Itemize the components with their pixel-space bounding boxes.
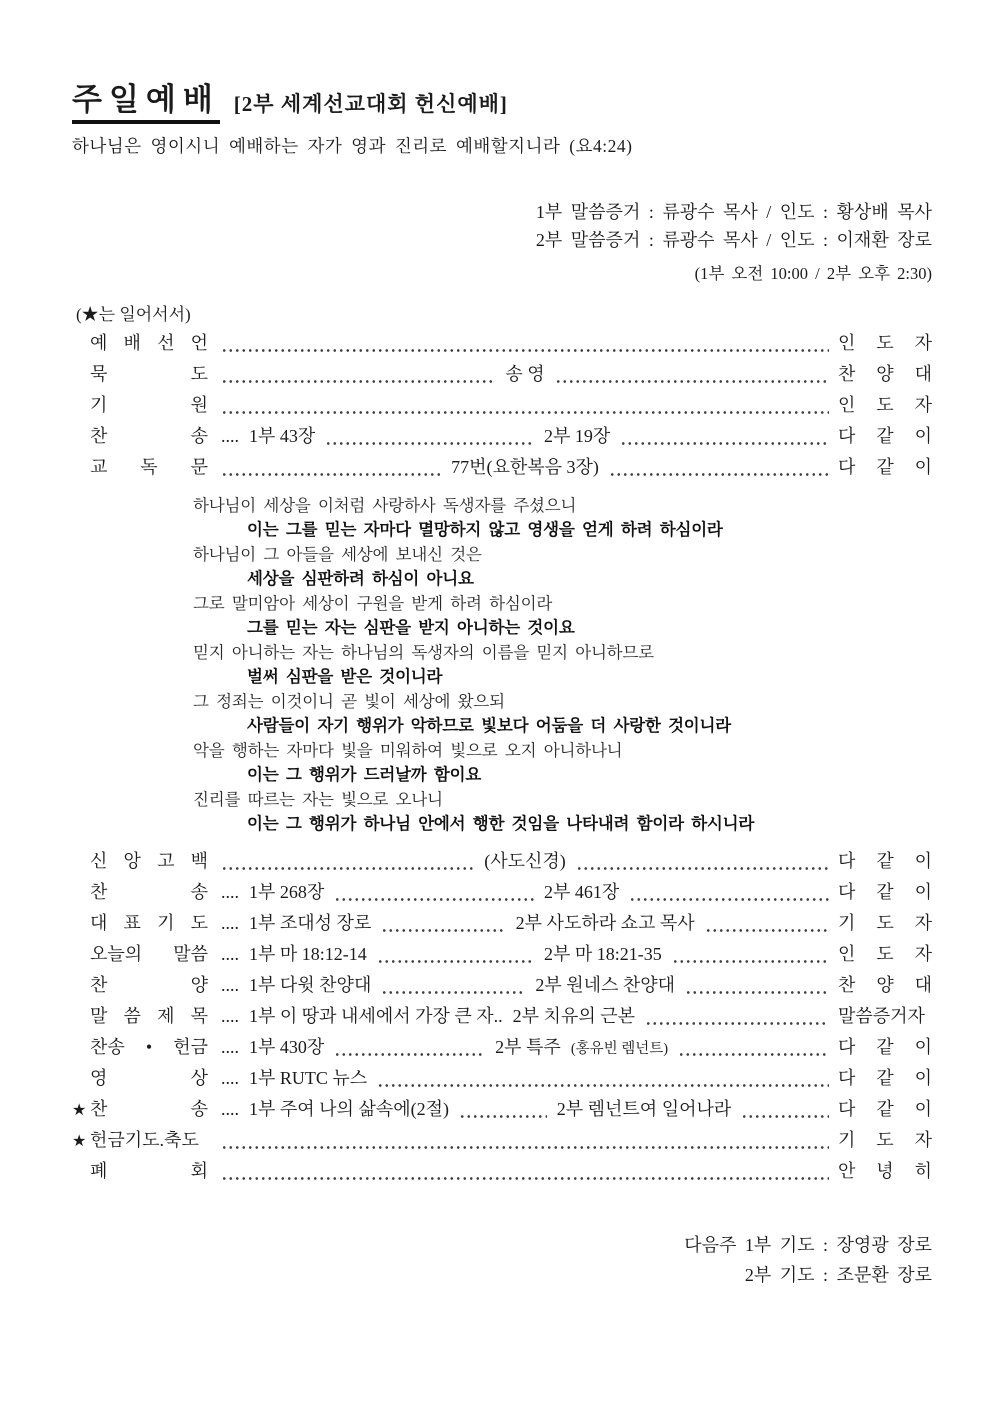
dot-leader [381,923,505,933]
order-row [72,1064,932,1095]
dot-leader [221,467,441,477]
page-title: 주일예배 [72,84,220,124]
order-item-performer: 다 같 이 [838,425,932,446]
order-item-performer: 인 도 자 [838,394,932,415]
dot-leader [221,374,495,384]
order-item-detail: 2부 461장 [544,881,620,902]
dot-leader [221,343,829,353]
order-item-label: 묵 도 [90,363,208,384]
order-item-detail: .... [221,425,239,446]
order-item-detail: 2부 렘넌트여 일어나라 [556,1098,732,1119]
dot-leader [459,1109,547,1119]
order-item-detail: 1부 다윗 찬양대 [249,974,372,995]
order-item-detail: 1부 주여 나의 삶속에(2절) [249,1098,449,1119]
order-item-performer: 찬 양 대 [838,974,933,995]
dot-leader [334,892,534,902]
order-item-label: 찬 송 [90,881,208,902]
order-row [72,940,932,971]
order-item-detail: .... [221,943,239,964]
order-row [72,847,932,878]
order-row [72,909,932,940]
order-item-detail: .... [221,1067,239,1088]
dot-leader [221,1171,829,1181]
scripture-response-line: 그를 믿는 자는 심판을 받지 아니하는 것이요 [247,619,575,638]
scripture-leader-line: 믿지 아니하는 자는 하나님의 독생자의 이름을 믿지 아니하므로 [193,643,654,662]
order-item-detail: 2부 특주 [495,1036,561,1057]
dot-leader [221,861,474,871]
dot-leader [609,467,829,477]
order-row [72,1002,932,1033]
order-item-detail: .... [221,881,239,902]
order-item-detail: .... [221,1005,239,1026]
dot-leader [705,923,829,933]
order-item-detail: 2부 19장 [544,425,611,446]
header [72,84,932,124]
dot-leader [685,985,829,995]
order-item-performer: 기 도 자 [838,912,933,933]
order-item-label: 신 앙 고 백 [90,850,208,871]
dot-leader [741,1109,829,1119]
order-item-detail: 1부 430장 [249,1036,325,1057]
order-item-performer: 인 도 자 [838,943,932,964]
service-time-note: (1부 오전 10:00 / 2부 오후 2:30) [694,263,932,283]
order-row [72,360,932,391]
order-row [72,391,932,422]
order-item-performer: 다 같 이 [838,1067,932,1088]
service-info-line-1: 1부 말씀증거 : 류광수 목사 / 인도 : 황상배 목사 [535,201,932,222]
scripture-leader-line: 진리를 따르는 자는 빛으로 오나니 [193,790,443,809]
order-item-label: 기 원 [90,394,208,415]
order-row [72,1095,932,1126]
order-row [72,1126,932,1157]
order-item-detail: 1부 268장 [249,881,325,902]
order-item-detail: .... [221,1098,239,1119]
scripture-response-line: 이는 그 행위가 하나님 안에서 행한 것임을 나타내려 함이라 하시니라 [247,815,755,834]
order-item-detail: 2부 마 18:21-35 [544,943,662,964]
page-title-suffix: [2부 세계선교대회 헌신예배] [233,91,508,116]
order-of-worship-part2 [72,847,932,1188]
dot-leader [325,436,534,446]
order-item-performer: 안 녕 히 [838,1160,932,1181]
order-row [72,878,932,909]
dot-leader [377,1078,829,1088]
order-item-performer: 찬 양 대 [838,363,932,384]
order-item-detail: 송 영 [505,363,545,384]
dot-leader [629,892,829,902]
order-item-label: 오늘의 말씀 [90,943,208,964]
next-week-prayer-line-1: 다음주 1부 기도 : 장영광 장로 [684,1234,932,1255]
scripture-response-line: 이는 그 행위가 드러날까 함이요 [247,766,482,785]
order-item-label: 찬송 • 헌금 [90,1036,208,1057]
scripture-leader-line: 하나님이 세상을 이처럼 사랑하사 독생자를 주셨으니 [193,496,577,515]
dot-leader [576,861,829,871]
scripture-response-line: 사람들이 자기 행위가 악하므로 빛보다 어둠을 더 사랑한 것이니라 [247,717,732,736]
order-item-detail: 1부 이 땅과 내세에서 가장 큰 자.. [249,1005,503,1026]
order-item-detail: 77번(요한복음 3장) [451,456,599,477]
order-item-performer: 다 같 이 [838,456,933,477]
standing-star-icon: ★ [72,1132,87,1150]
dot-leader [334,1047,485,1057]
scripture-leader-line: 악을 행하는 자마다 빛을 미워하여 빛으로 오지 아니하나니 [193,741,623,760]
scripture-leader-line: 하나님이 그 아들을 세상에 보내신 것은 [193,545,482,564]
order-item-detail: 1부 43장 [249,425,316,446]
order-item-detail: .... [221,974,239,995]
order-item-detail: 1부 마 18:12-14 [249,943,367,964]
dot-leader [377,954,534,964]
order-row [72,1157,932,1188]
responsive-reading-text [72,494,932,837]
order-item-detail: 2부 사도하라 쇼고 목사 [515,912,695,933]
order-item-label: 영 상 [90,1067,208,1088]
order-item-detail: .... [221,1036,239,1057]
dot-leader [221,1140,829,1150]
order-item-detail: (홍유빈 렘넌트) [570,1040,669,1057]
order-row [72,422,932,453]
dot-leader [221,405,829,415]
dot-leader [678,1047,829,1057]
scripture-leader-line: 그로 말미암아 세상이 구원을 받게 하려 하심이라 [193,594,553,613]
order-item-performer: 다 같 이 [838,850,933,871]
order-item-performer: 기 도 자 [838,1129,932,1150]
dot-leader [620,436,829,446]
order-item-label: 말 씀 제 목 [90,1005,208,1026]
service-info-block [72,198,932,284]
order-item-performer: 인 도 자 [838,332,932,353]
order-item-performer: 말씀증거자 [838,1005,925,1026]
dot-leader [672,954,829,964]
order-item-label: 헌금기도.축도 [90,1129,199,1150]
order-item-detail: .... [221,912,239,933]
service-info-line-2: 2부 말씀증거 : 류광수 목사 / 인도 : 이재환 장로 [535,229,932,250]
order-item-label: 찬 송 [90,425,208,446]
order-item-detail: (사도신경) [484,850,566,871]
scripture-leader-line: 그 정죄는 이것이니 곧 빛이 세상에 왔으되 [193,692,505,711]
order-item-detail: 2부 원네스 찬양대 [535,974,676,995]
order-item-label: 예 배 선 언 [90,332,208,353]
order-item-detail: 1부 조대성 장로 [249,912,372,933]
standing-star-icon: ★ [72,1101,87,1119]
scripture-response-line: 세상을 심판하려 하심이 아니요 [247,570,474,589]
order-item-label: 교 독 문 [90,456,208,477]
order-row [72,971,932,1002]
scripture-response-line: 벌써 심판을 받은 것이니라 [247,668,443,687]
dot-leader [381,985,525,995]
order-item-label: 찬 송 [90,1098,208,1119]
scripture-response-line: 이는 그를 믿는 자마다 멸망하지 않고 영생을 얻게 하려 하심이라 [247,521,723,540]
order-of-worship-part1 [72,329,932,484]
order-item-performer: 다 같 이 [838,881,932,902]
scripture-verse-subtitle: 하나님은 영이시니 예배하는 자가 영과 진리로 예배할지니라 (요4:24) [72,135,633,156]
order-row [72,329,932,360]
next-week-prayer-line-2: 2부 기도 : 조문환 장로 [744,1264,932,1285]
order-row [72,1033,932,1064]
order-item-label: 폐 회 [90,1160,208,1181]
order-item-detail: 2부 치유의 근본 [512,1005,635,1026]
dot-leader [555,374,829,384]
order-item-performer: 다 같 이 [838,1036,932,1057]
next-week-prayer-block [72,1230,932,1290]
order-item-performer: 다 같 이 [838,1098,933,1119]
order-item-label: 대 표 기 도 [90,912,208,933]
standing-note: (★는 일어서서) [76,304,191,324]
order-item-detail: 1부 RUTC 뉴스 [249,1067,368,1088]
dot-leader [645,1016,829,1026]
order-row [72,453,932,484]
order-item-label: 찬 양 [90,974,208,995]
